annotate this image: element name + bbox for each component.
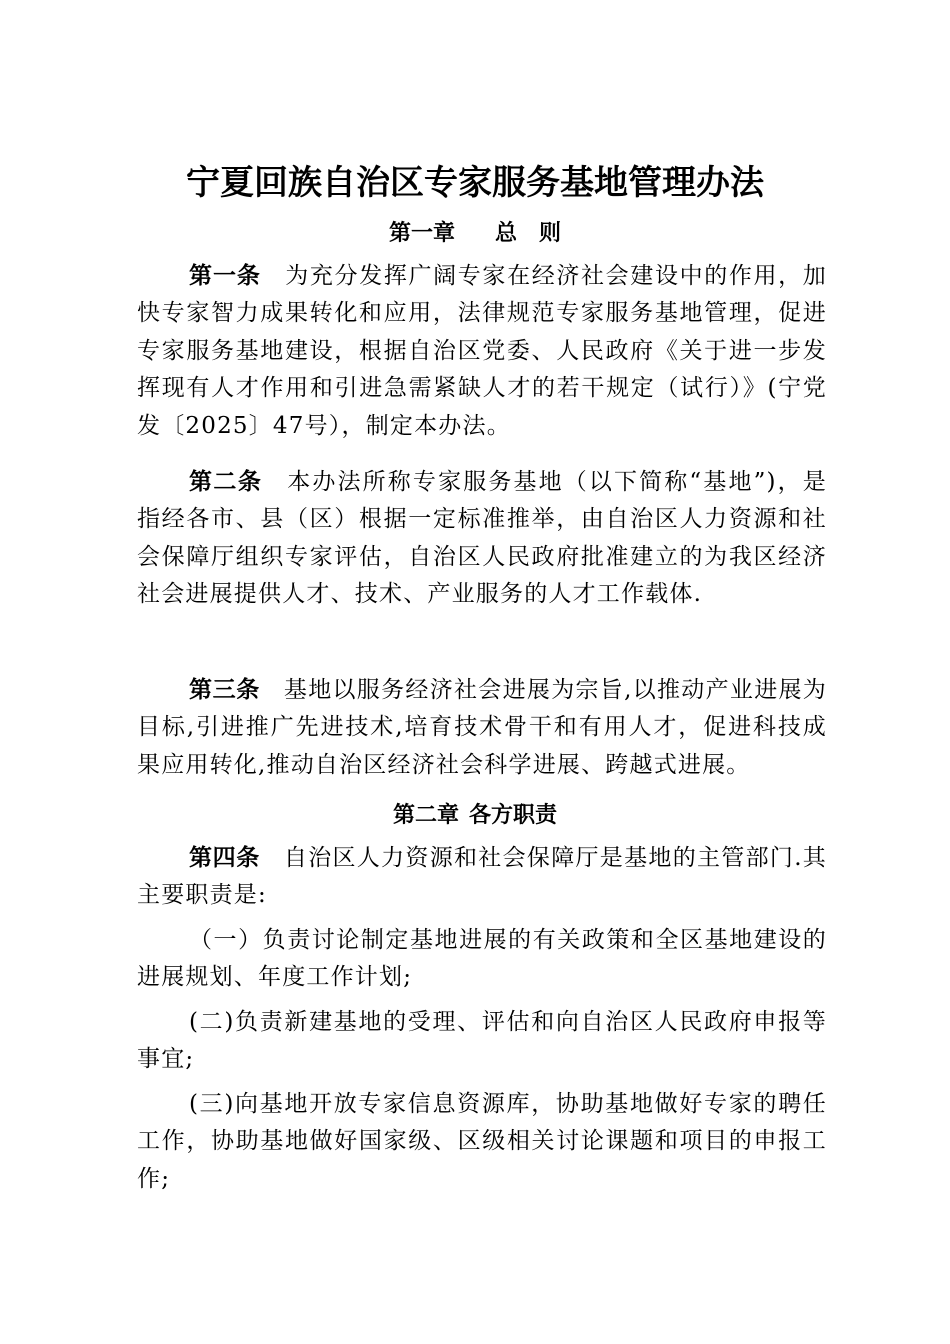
list-item: （一）负责讨论制定基地进展的有关政策和全区基地建设的进展规划、年度工作计划; — [137, 927, 827, 991]
list-item: (三)向基地开放专家信息资源库，协助基地做好专家的聘任工作，协助基地做好国家级、区级相关讨论课题和项目的申报工作; — [137, 1091, 827, 1192]
document-title: 宁夏回族自治区专家服务基地管理办法 — [186, 163, 764, 203]
article-2-label: 第二条 — [189, 469, 263, 495]
article-3-label: 第三条 — [189, 677, 260, 703]
article-4-text: 自治区人力资源和社会保障厅是基地的主管部门.其主要职责是: — [137, 845, 828, 909]
chapter-1-heading — [0, 216, 950, 250]
chapter-2-heading — [0, 798, 950, 832]
article-3 — [137, 672, 827, 784]
chapter-1-name-a: 总 — [494, 220, 517, 246]
article-4 — [137, 840, 827, 915]
article-1-text: 为充分发挥广阔专家在经济社会建设中的作用，加快专家智力成果转化和应用，法律规范专家服务基地管理，促进专家服务基地建设，根据自治区党委、人民政府《关于进一步发挥现有人才作用和引进急需紧缺人才的若干规定（试行）》(宁党发〔2025〕47号），制定本办法。 — [137, 263, 828, 439]
chapter-2-name: 各方职责 — [469, 802, 558, 828]
article-4-label: 第四条 — [189, 845, 260, 871]
chapter-1-name-b: 则 — [539, 220, 562, 246]
list-item: (二)负责新建基地的受理、评估和向自治区人民政府申报等事宜; — [137, 1009, 827, 1073]
chapter-1-number: 第一章 — [388, 220, 455, 246]
article-2 — [137, 464, 827, 614]
article-1-label: 第一条 — [189, 263, 261, 289]
chapter-2-number: 第二章 — [392, 802, 459, 828]
article-2-text: 本办法所称专家服务基地（以下简称“基地”)，是指经各市、县（区）根据一定标准推举，由自治区人力资源和社会保障厅组织专家评估，自治区人民政府批准建立的为我区经济社会进展提供人才、技术、产业服务的人才工作载体. — [137, 469, 827, 608]
article-1 — [137, 258, 827, 445]
article-3-text: 基地以服务经济社会进展为宗旨,以推动产业进展为目标,引进推广先进技术,培育技术骨干和有用人才，促进科技成果应用转化,推动自治区经济社会科学进展、跨越式进展。 — [137, 677, 828, 778]
